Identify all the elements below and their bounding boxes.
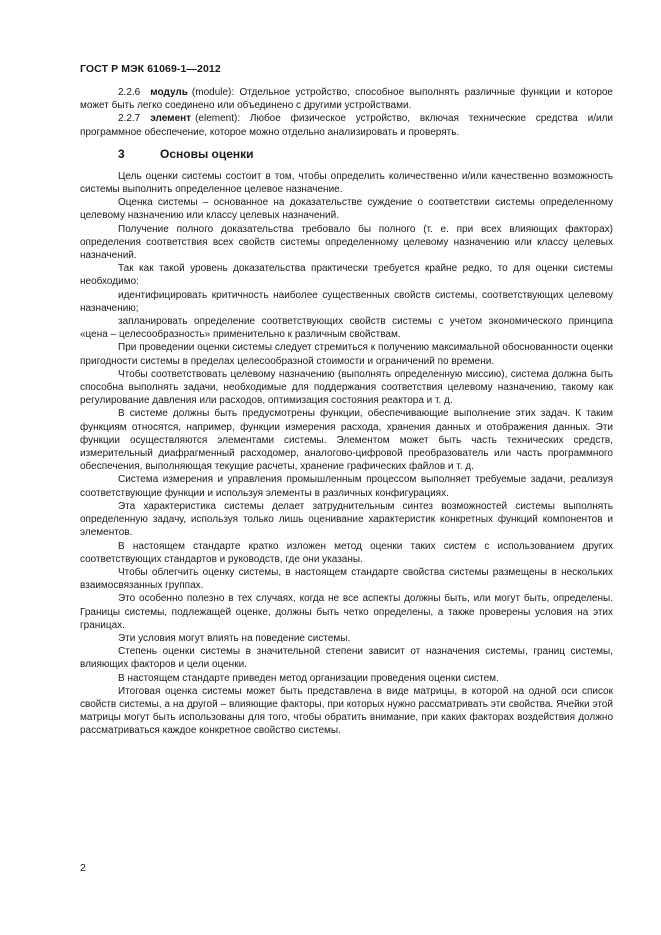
- paragraph: В настоящем стандарте кратко изложен метод оценки таких систем с использованием других соответствующих стандартов и руководств, где они указаны.: [80, 540, 613, 565]
- paragraph: Эта характеристика системы делает затруднительным синтез возможностей системы выполнять определенную задачу, используя только лишь оценивание характеристик конкретных функций компонентов и элементов.: [80, 500, 613, 539]
- document-body: [80, 86, 613, 738]
- term-entry: [80, 112, 613, 138]
- term-definition: (element): Любое физическое устройство, включая технические средства и/или программное обеспечение, которое можно отдельно анализировать и проверять.: [80, 113, 613, 138]
- section-number: 3: [118, 146, 125, 161]
- section-title: Основы оценки: [160, 146, 254, 161]
- paragraph: Цель оценки системы состоит в том, чтобы определить количественно и/или качественно возможность системы выполнить определенное целевое назначение.: [80, 170, 613, 196]
- section-heading: [118, 147, 613, 162]
- paragraph: Эти условия могут влиять на поведение системы.: [118, 632, 351, 644]
- term-number: 2.2.7: [118, 113, 141, 125]
- paragraph: Итоговая оценка системы может быть представлена в виде матрицы, в которой на одной оси список свойств системы, а на другой – влияющие факторы, при которых нужно рассматривать эти свойства. Ячейки этой матрицы могут быть использованы для того, чтобы обратить внимание, при каких факторах воздействия должно рассматриваться каждое конкретное свойство системы.: [80, 685, 613, 737]
- document-header: ГОСТ Р МЭК 61069-1—2012: [80, 63, 221, 75]
- term-definition: (module): Отдельное устройство, способное выполнять различные функции и которое может быть легко соединено или объединено с другими устройствами.: [80, 87, 613, 112]
- paragraph: Это особенно полезно в тех случаях, когда не все аспекты должны быть, или могут быть, определены. Границы системы, подлежащей оценке, должны быть четко определены, а также проверены условия на этих границах.: [80, 593, 613, 631]
- paragraph: Так как такой уровень доказательства практически требуется крайне редко, то для оценки системы необходимо:: [80, 263, 613, 288]
- paragraph: Получение полного доказательства требовало бы полного (т. е. при всех влияющих факторах) определения соответствия всех свойств системы определенному целевому назначению или классу целевых назначений.: [80, 223, 613, 262]
- page-number: 2: [80, 862, 86, 874]
- paragraph: Степень оценки системы в значительной степени зависит от назначения системы, границ системы, влияющих факторов и цели оценки.: [80, 646, 613, 671]
- list-item: идентифицировать критичность наиболее существенных свойств системы, соответствующих целевому назначению;: [80, 289, 613, 314]
- paragraph: Оценка системы – основанное на доказательстве суждение о соответствии системы определенному целевому назначению или классу целевых назначений.: [80, 197, 613, 222]
- list-item: запланировать определение соответствующих свойств системы с учетом экономического принципа «цена – целесообразность» применительно к различным свойствам.: [80, 316, 613, 341]
- paragraph: Система измерения и управления промышленным процессом выполняет требуемые задачи, реализуя соответствующие функции и используя элементы в различных конфигурациях.: [80, 474, 613, 499]
- paragraph: Чтобы облегчить оценку системы, в настоящем стандарте свойства системы размещены в нескольких взаимосвязанных группах.: [80, 566, 613, 592]
- term-name: элемент: [150, 113, 192, 125]
- term-entry: [80, 86, 613, 112]
- term-name: модуль: [150, 87, 188, 98]
- paragraph: При проведении оценки системы следует стремиться к получению максимальной обоснованности оценки пригодности системы в пределах целесообразной стоимости и ограничений по времени.: [80, 342, 613, 367]
- paragraph: Чтобы соответствовать целевому назначению (выполнять определенную миссию), система должна быть способна выполнять задачи, необходимые для поддержания соответствия целевому назначению, такому как регулирование давления или расходов, оптимизация состояния реактора и т. д.: [80, 368, 613, 407]
- paragraph: В настоящем стандарте приведен метод организации проведения оценки систем.: [118, 672, 499, 684]
- term-number: 2.2.6: [118, 87, 141, 98]
- paragraph: В системе должны быть предусмотрены функции, обеспечивающие выполнение этих задач. К таким функциям относятся, например, функции измерения расхода, хранения данных и отображения данных. Эти функции осуществляются элементами системы. Элементом может быть часть технических средств, измерительный диафрагменный расходомер, аналогово-цифровой преобразователь или часть программного обеспечения, выполняющая текущие расчеты, хранение графических файлов и т. д.: [80, 408, 613, 473]
